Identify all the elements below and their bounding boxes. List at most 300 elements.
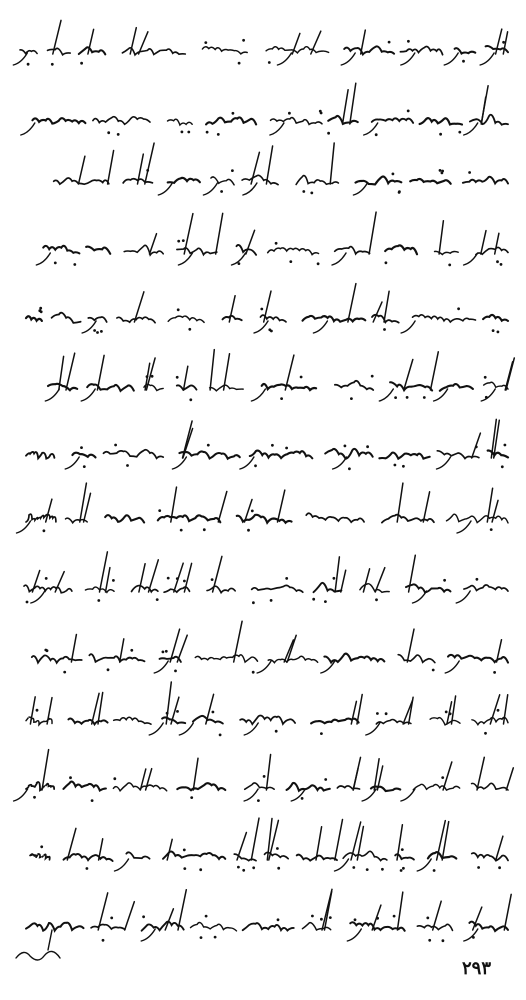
ink-word [79, 47, 106, 54]
ink-descender [347, 929, 361, 941]
ink-dot [206, 131, 209, 134]
ink-dot [289, 260, 292, 263]
ink-word [191, 923, 237, 931]
manuscript-line [36, 212, 508, 266]
ink-dot [275, 242, 278, 245]
ink-dot [381, 868, 384, 871]
ink-ascender [146, 769, 152, 790]
ink-dot [376, 712, 379, 715]
ink-descender [13, 53, 27, 65]
ink-dot [183, 867, 186, 870]
ink-dot [324, 778, 327, 781]
ink-word [379, 453, 429, 459]
ink-word [243, 923, 294, 930]
ink-word [413, 315, 476, 322]
ink-dot [285, 577, 288, 580]
ink-dot [477, 866, 480, 869]
ink-dot [96, 331, 99, 334]
ink-dot [110, 917, 113, 920]
ink-ascender [178, 890, 186, 930]
ink-ascender [481, 97, 485, 124]
ink-word [126, 852, 149, 858]
ink-ascender [492, 500, 498, 522]
ink-ascender [237, 833, 246, 861]
ink-dot [40, 310, 43, 313]
ink-ascender [373, 302, 382, 322]
ink-word [448, 655, 508, 663]
ink-dot [393, 915, 396, 918]
ink-dot [238, 262, 241, 265]
ink-ascender [125, 902, 135, 930]
ink-word [406, 584, 451, 592]
ink-ascender [495, 233, 499, 254]
ink-dot [423, 396, 426, 399]
ink-dot [485, 396, 488, 399]
ink-dot [158, 509, 161, 512]
ink-dot [268, 328, 271, 331]
ink-descender [362, 789, 376, 801]
ink-dot [502, 41, 505, 44]
ink-dot [385, 261, 388, 264]
manuscript-line [21, 83, 508, 136]
ink-word [376, 720, 411, 724]
ink-dot [496, 260, 499, 263]
ink-ascender [149, 560, 159, 592]
ink-word [89, 654, 144, 662]
ink-dot [151, 375, 154, 378]
ink-dot [433, 869, 436, 872]
ink-dot [212, 711, 215, 714]
ink-word [287, 783, 330, 791]
ink-word [88, 317, 106, 322]
ink-dot [203, 528, 206, 531]
ink-word [168, 119, 193, 125]
ink-dot [252, 671, 255, 674]
manuscript-line [14, 750, 514, 802]
ink-dot [439, 133, 442, 136]
ink-dot [107, 668, 110, 671]
ink-ascender [266, 146, 272, 184]
ink-word [262, 384, 316, 390]
ink-word [30, 854, 50, 860]
ink-ascender [184, 366, 188, 390]
ink-dot [504, 444, 507, 447]
ink-descender [445, 661, 459, 673]
ink-dot [285, 447, 288, 450]
ink-dot [366, 868, 369, 871]
ink-word [398, 655, 435, 663]
ink-descender [45, 389, 59, 401]
ink-word [306, 513, 364, 522]
ink-word [314, 583, 342, 592]
ink-dot [238, 62, 241, 65]
ink-word [206, 117, 256, 124]
ink-dot [126, 464, 129, 467]
ink-descender [401, 321, 415, 333]
ink-dot [260, 308, 263, 311]
ink-ascender [177, 635, 187, 662]
ink-word [350, 922, 404, 930]
ink-word [162, 717, 185, 723]
ink-word [343, 851, 387, 860]
ink-ascender [353, 769, 358, 790]
ink-dot [383, 328, 386, 331]
ink-word [390, 382, 432, 390]
ink-descender [277, 53, 291, 65]
ink-dot [200, 936, 203, 939]
ink-ascender [407, 629, 414, 662]
ink-dot [407, 40, 410, 43]
catchword [16, 930, 60, 960]
ink-dot [445, 711, 448, 714]
ink-dot [183, 849, 186, 852]
ink-ascender [506, 768, 513, 790]
ink-dot [86, 867, 89, 870]
ink-dot [302, 190, 305, 193]
ink-dot [468, 171, 471, 174]
ink-dot [211, 578, 214, 581]
manuscript-line [13, 20, 508, 65]
ink-word [268, 656, 318, 662]
ink-dot [183, 580, 186, 583]
ink-dot [276, 847, 279, 850]
ink-ascender [505, 362, 512, 390]
ink-word [72, 453, 95, 458]
ink-ascender [375, 568, 385, 592]
ink-word [302, 923, 330, 930]
ink-word [488, 450, 508, 457]
ink-dot [39, 307, 42, 310]
ink-dot [310, 192, 313, 195]
ink-ascender [409, 555, 416, 592]
ink-ascender [145, 143, 154, 184]
ink-word [420, 118, 462, 124]
manuscript-line [24, 552, 508, 604]
ink-dot [189, 398, 192, 401]
ink-dot [156, 598, 159, 601]
ink-descender [251, 389, 265, 401]
ink-descender [456, 591, 470, 603]
ink-ascender [285, 355, 294, 390]
ink-ascender [46, 499, 52, 522]
ink-dot [280, 397, 283, 400]
ink-word [268, 248, 319, 255]
ink-descender [254, 321, 268, 333]
ink-word [177, 385, 197, 390]
ink-dot [97, 599, 100, 602]
ink-word [470, 115, 508, 125]
ink-word [245, 783, 275, 789]
ink-ascender [278, 490, 285, 522]
ink-word [32, 118, 85, 123]
ink-word [447, 514, 509, 523]
ink-dot [113, 777, 116, 780]
ink-dot [232, 112, 235, 115]
ink-descender [437, 457, 451, 469]
ink-dot [33, 796, 36, 799]
ink-dot [277, 867, 280, 870]
ink-dot [275, 730, 278, 733]
ink-dot [348, 467, 351, 470]
ink-dot [242, 869, 245, 872]
ink-dot [400, 869, 403, 872]
ink-word [242, 175, 278, 184]
ink-ascender [193, 758, 198, 790]
ink-word [63, 782, 106, 791]
ink-dot [375, 133, 378, 136]
ink-dot [237, 866, 240, 869]
ink-dot [187, 131, 190, 134]
manuscript-line [26, 419, 508, 470]
ink-dot [448, 264, 451, 267]
ink-dot [497, 709, 500, 712]
ink-dot [329, 916, 332, 919]
ink-ascender [335, 820, 343, 861]
ink-word [211, 177, 234, 185]
ink-ascender [66, 353, 75, 390]
ink-dot [319, 110, 322, 113]
ink-word [385, 245, 417, 254]
ink-dot [501, 465, 504, 468]
ink-word [240, 715, 295, 724]
ink-dot [426, 917, 429, 920]
ink-dot [242, 39, 245, 42]
manuscript-line [32, 621, 508, 674]
ink-word [24, 585, 72, 593]
ink-descender [464, 929, 478, 941]
ink-word [335, 247, 370, 254]
ink-dot [344, 445, 347, 448]
ink-dot [402, 867, 405, 870]
ink-descender [417, 859, 431, 871]
ink-dot [73, 263, 76, 266]
ink-word [435, 251, 459, 254]
ink-word [400, 46, 442, 54]
ink-dot [177, 308, 180, 311]
ink-dot [165, 650, 168, 653]
ink-dot [69, 776, 72, 779]
ink-descender [321, 661, 335, 673]
ink-dot [401, 848, 404, 851]
ink-descender [179, 723, 193, 735]
ink-dot [493, 671, 496, 674]
ink-dot [484, 732, 487, 735]
ink-dot [406, 396, 409, 399]
ink-dot [288, 112, 291, 115]
ink-dot [407, 110, 410, 113]
ink-ascender [431, 352, 439, 390]
ink-descender [141, 929, 155, 941]
ink-descender [366, 723, 380, 735]
ink-dot [443, 579, 446, 582]
ink-ascender [384, 291, 389, 322]
ink-word [372, 118, 413, 123]
ink-word [250, 451, 312, 459]
ink-dot [190, 796, 193, 799]
ink-dot [100, 330, 103, 333]
ink-dot [80, 446, 83, 449]
ink-word [132, 586, 158, 592]
ink-word [163, 852, 225, 859]
ink-ascender [218, 492, 227, 523]
ink-dot [458, 131, 461, 134]
ink-word [32, 655, 82, 662]
ink-dot [43, 529, 46, 532]
ink-word [356, 177, 402, 185]
ink-word [43, 246, 79, 254]
ink-dot [472, 936, 475, 939]
ink-ascender [184, 214, 193, 254]
ink-dot [107, 131, 110, 134]
ink-dot [311, 915, 314, 918]
ink-word [179, 451, 239, 458]
ink-descender [270, 123, 284, 135]
ink-ascender [32, 571, 39, 593]
ink-dot [166, 712, 169, 715]
ink-dot [176, 710, 179, 713]
ink-word [324, 654, 384, 663]
ink-ascender [150, 234, 157, 254]
ink-dot [93, 329, 96, 332]
ink-ascender [335, 557, 339, 592]
ink-ascender [322, 889, 332, 930]
ink-dot [204, 41, 207, 44]
ink-dot [142, 915, 145, 918]
ink-descender [158, 183, 172, 195]
ink-descender [21, 123, 35, 135]
ink-dot [312, 598, 315, 601]
ink-descender [353, 183, 367, 195]
ink-dot [268, 61, 271, 64]
ink-dot [354, 918, 357, 921]
ink-dot [428, 939, 431, 942]
ink-descender [243, 183, 257, 195]
ink-dot [392, 173, 395, 176]
ink-descender [313, 321, 327, 333]
ink-dot [27, 63, 30, 66]
ink-dot [457, 307, 460, 310]
ink-ascender [397, 892, 402, 930]
ink-descender [154, 661, 168, 673]
ink-descender [244, 789, 258, 801]
ink-dot [394, 464, 397, 467]
ink-word [52, 313, 81, 323]
ink-dot [271, 444, 274, 447]
ink-dot [498, 866, 501, 869]
ink-dot [398, 190, 401, 193]
ink-word [417, 924, 452, 930]
ink-ascender [404, 360, 413, 391]
ink-word [483, 315, 508, 321]
ink-dot [476, 578, 479, 581]
ink-dot [254, 464, 257, 467]
ink-ascender [97, 355, 104, 390]
ink-dot [475, 446, 478, 449]
ink-word [337, 786, 359, 789]
ink-dot [214, 936, 217, 939]
ink-descender [364, 123, 378, 135]
ink-dot [327, 132, 330, 135]
ink-descender [244, 723, 258, 735]
ink-descender [457, 521, 471, 533]
ink-ascender [165, 909, 173, 930]
ink-word [303, 316, 366, 322]
ink-word [325, 449, 373, 459]
ink-dot [83, 465, 86, 468]
ink-dot [500, 263, 503, 266]
ink-word [48, 48, 71, 54]
ink-word [177, 783, 225, 790]
ink-ascender [369, 212, 376, 254]
ink-dot [188, 328, 191, 331]
ink-dot [442, 939, 445, 942]
ink-word [223, 316, 242, 320]
ink-dot [247, 529, 250, 532]
ink-dot [375, 598, 378, 601]
ink-word [177, 248, 217, 255]
ink-dot [449, 712, 452, 715]
ink-word [86, 247, 110, 254]
ink-dot [441, 776, 444, 779]
ink-dot [40, 845, 43, 848]
ink-dot [63, 671, 66, 674]
ink-dot [492, 329, 495, 332]
ink-dot [219, 734, 222, 737]
ink-ascender [224, 354, 230, 390]
ink-dot [333, 577, 336, 580]
ink-word [410, 179, 451, 184]
ink-dot [300, 376, 303, 379]
ink-word [26, 316, 42, 321]
ink-dot [130, 649, 133, 652]
ink-word [252, 585, 303, 592]
ink-word [158, 515, 221, 522]
ink-dot [146, 169, 149, 172]
ink-descender [481, 389, 495, 401]
ink-dot [91, 799, 94, 802]
ink-dot [46, 649, 49, 652]
ink-ascender [210, 350, 214, 390]
ink-descender [240, 457, 254, 469]
ink-dot [252, 866, 255, 869]
ink-descender [480, 53, 494, 65]
ink-descender [464, 123, 478, 135]
ink-dot [199, 868, 202, 871]
ink-ascender [439, 221, 443, 254]
ink-word [124, 245, 163, 255]
ink-ascender [330, 143, 334, 184]
ink-descender [17, 521, 31, 533]
ink-word [168, 316, 204, 322]
ink-word [472, 853, 508, 861]
ink-word [207, 586, 235, 593]
ink-dot [181, 131, 184, 134]
ink-word [64, 854, 113, 861]
ink-word [202, 47, 247, 54]
ink-dot [352, 866, 355, 869]
ink-dot [217, 133, 220, 136]
ink-word [195, 655, 257, 662]
ink-dot [174, 670, 177, 673]
ink-descender [178, 253, 192, 265]
manuscript-line [30, 818, 508, 872]
ink-ascender [108, 151, 114, 185]
ink-ascender [251, 152, 259, 184]
ink-dot [45, 577, 48, 580]
ink-ascender [477, 757, 484, 790]
ink-word [68, 719, 107, 725]
ink-dot [51, 63, 54, 66]
